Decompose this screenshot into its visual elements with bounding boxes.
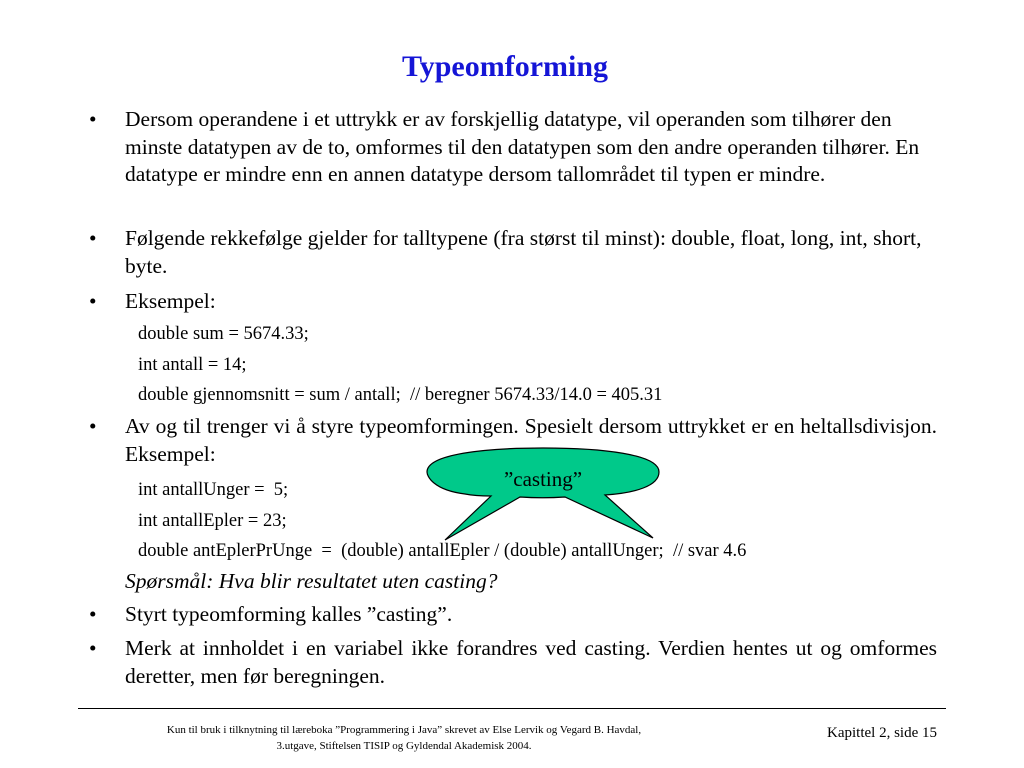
bullet-marker: •	[89, 289, 97, 313]
callout-label: ”casting”	[503, 467, 583, 491]
code-line: double gjennomsnitt = sum / antall; // beregner 5674.33/14.0 = 405.31	[138, 385, 663, 405]
footer-note	[150, 722, 658, 754]
code-line: int antall = 14;	[138, 355, 247, 375]
bullet-text: Merk at innholdet i en variabel ikke forandres ved casting. Verdien hentes ut og omformes deretter, men før beregningen.	[125, 636, 937, 688]
footer-divider	[78, 708, 946, 709]
footer-note-line: Kun til bruk i tilknytning til læreboka ”Programmering i Java” skrevet av Else Lervik og Vegard B. Havdal,	[166, 724, 642, 736]
footer-note-line: 3.utgave, Stiftelsen TISIP og Gyldendal Akademisk 2004.	[276, 740, 532, 752]
bullet-marker: •	[89, 636, 97, 660]
page-number: Kapittel 2, side 15	[827, 725, 937, 741]
bullet-marker: •	[89, 602, 97, 626]
code-line: int antallUnger = 5;	[138, 480, 289, 500]
bullet-marker: •	[89, 107, 97, 131]
slide-title: Typeomforming	[401, 50, 609, 83]
code-line: int antallEpler = 23;	[138, 511, 287, 531]
bullet-text: Dersom operandene i et uttrykk er av forskjellig datatype, vil operanden som tilhører den minste datatypen av de to, omformes til den datatypen som den andre operanden tilhører. En datatype er mindre enn en annen datatype dersom tallområdet til typen er mindre.	[125, 107, 920, 186]
casting-callout-bubble	[425, 446, 661, 542]
bullet-text: Følgende rekkefølge gjelder for talltypene (fra størst til minst): double, float, long, int, short, byte.	[125, 226, 922, 278]
bullet-item-5	[89, 601, 937, 629]
bullet-item-6	[89, 635, 937, 690]
bullet-marker: •	[89, 414, 97, 438]
code-line: double sum = 5674.33;	[138, 324, 309, 344]
bullet-item-2	[89, 225, 937, 280]
question-text: Spørsmål: Hva blir resultatet uten casting?	[125, 569, 498, 593]
bullet-item-1	[89, 106, 937, 189]
bullet-item-3	[89, 288, 937, 316]
bullet-text: Eksempel:	[125, 289, 216, 313]
code-line: double antEplerPrUnge = (double) antallEpler / (double) antallUnger; // svar 4.6	[138, 541, 747, 561]
callout-shape	[427, 448, 659, 540]
bullet-marker: •	[89, 226, 97, 250]
bullet-text: Av og til trenger vi å styre typeomformingen. Spesielt dersom uttrykket er en heltallsdivisjon. Eksempel:	[125, 414, 937, 466]
bullet-text: Styrt typeomforming kalles ”casting”.	[125, 602, 453, 626]
